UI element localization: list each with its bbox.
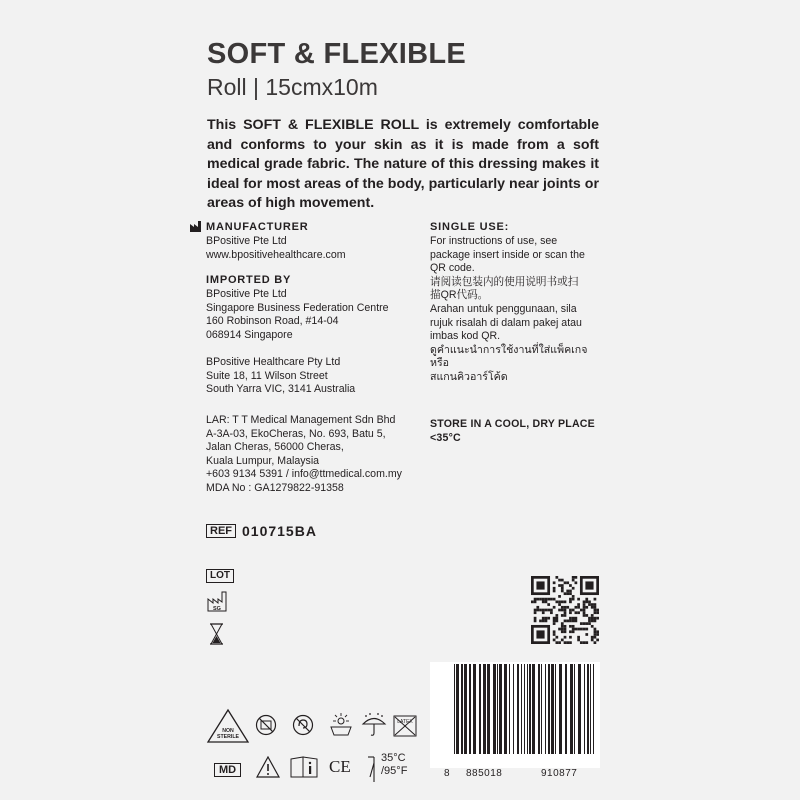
md-symbol (214, 760, 241, 778)
hourglass-icon (209, 623, 225, 645)
instruction-line: For instructions of use, see (430, 235, 558, 247)
instruction-line: imbas kod QR. (430, 330, 501, 343)
manufacturer-line: BPositive Pte Ltd (206, 235, 287, 247)
temperature-low: /95°F (381, 765, 408, 777)
importer-line: Singapore Business Federation Centre (206, 301, 389, 314)
instruction-line: rujuk risalah di dalam pakej atau (430, 316, 582, 329)
importer-line: BPositive Pte Ltd (206, 288, 287, 300)
sg-label: SG (213, 606, 221, 612)
ref-row (206, 523, 317, 539)
importer-line: 068914 Singapore (206, 328, 293, 341)
factory-icon (190, 221, 204, 232)
product-description: This SOFT & FLEXIBLE ROLL is extremely comfortable and conforms to your skin as it is made from a soft medical grade fabric. The nature of this dressing makes it ideal for most areas of the body, particularly near joints or areas of high movement. (207, 117, 599, 211)
instruction-line: ดูคำแนะนำการใช้งานที่ใส่แพ็คเกจหรือ (430, 343, 588, 370)
do-not-use-if-damaged-icon (255, 714, 277, 736)
importer-au (206, 356, 355, 397)
instruction-line: 描QR代码。 (430, 289, 489, 302)
md-label: MD (214, 763, 241, 777)
lar-line: +603 9134 5391 / info@ttmedical.com.my (206, 468, 402, 481)
consult-instructions-icon (290, 756, 318, 778)
single-use-heading: SINGLE USE: (430, 221, 510, 233)
instruction-line: 请阅读包装内的使用说明书或扫 (430, 275, 579, 288)
imported-by-heading: IMPORTED BY (206, 274, 292, 286)
instruction-line: Arahan untuk penggunaan, sila (430, 302, 577, 315)
manufacturer-line: www.bpositivehealthcare.com (206, 248, 346, 261)
manufacturer-heading: MANUFACTURER (206, 221, 309, 233)
do-not-reuse-icon (292, 714, 314, 736)
product-subtitle: Roll | 15cmx10m (207, 74, 378, 100)
lar-info (206, 414, 402, 496)
instruction-line: QR code. (430, 262, 475, 275)
lot-label: LOT (206, 569, 234, 583)
importer-line: South Yarra VIC, 3141 Australia (206, 383, 356, 396)
date-of-manufacture-icon (207, 590, 229, 612)
ref-label: REF (206, 524, 236, 538)
ref-value: 010715BA (242, 523, 317, 539)
single-use-instructions (430, 235, 600, 385)
qr-code[interactable] (531, 576, 599, 644)
temperature-limit-icon (366, 754, 380, 784)
product-title: SOFT & FLEXIBLE (207, 38, 467, 70)
importer-line: BPositive Healthcare Pty Ltd (206, 356, 341, 368)
barcode-digits-mid: 885018 (466, 768, 503, 779)
caution-icon (256, 756, 280, 778)
latex-label: LATEX (397, 719, 413, 725)
sterile-label: STERILE (217, 734, 239, 740)
importer-line: Suite 18, 11 Wilson Street (206, 369, 328, 382)
barcode (440, 662, 600, 754)
ce-mark: CE (329, 757, 351, 776)
latex-free-icon (392, 712, 418, 738)
instruction-line: สแกนคิวอาร์โค้ด (430, 370, 508, 383)
barcode-digits-last: 910877 (541, 768, 578, 779)
keep-away-from-sunlight-icon (328, 712, 354, 738)
non-label: NON (222, 728, 234, 734)
storage-line: STORE IN A COOL, DRY PLACE (430, 418, 595, 430)
keep-dry-icon (361, 712, 387, 738)
lar-line: A-3A-03, EkoCheras, No. 693, Batu 5, (206, 427, 386, 440)
instruction-line: package insert inside or scan the (430, 248, 585, 261)
lot-row (206, 565, 234, 583)
non-sterile-icon (206, 708, 250, 744)
lar-line: MDA No : GA1279822-91358 (206, 481, 344, 494)
lar-line: Kuala Lumpur, Malaysia (206, 454, 320, 467)
barcode-digit-first: 8 (444, 768, 450, 779)
importer-sg (206, 288, 389, 342)
storage-temp: <35°C (430, 432, 461, 444)
importer-line: 160 Robinson Road, #14-04 (206, 315, 339, 328)
temperature-high: 35°C (381, 752, 406, 764)
manufacturer-info (206, 235, 346, 262)
lar-line: LAR: T T Medical Management Sdn Bhd (206, 414, 396, 426)
lar-line: Jalan Cheras, 56000 Cheras, (206, 441, 344, 454)
